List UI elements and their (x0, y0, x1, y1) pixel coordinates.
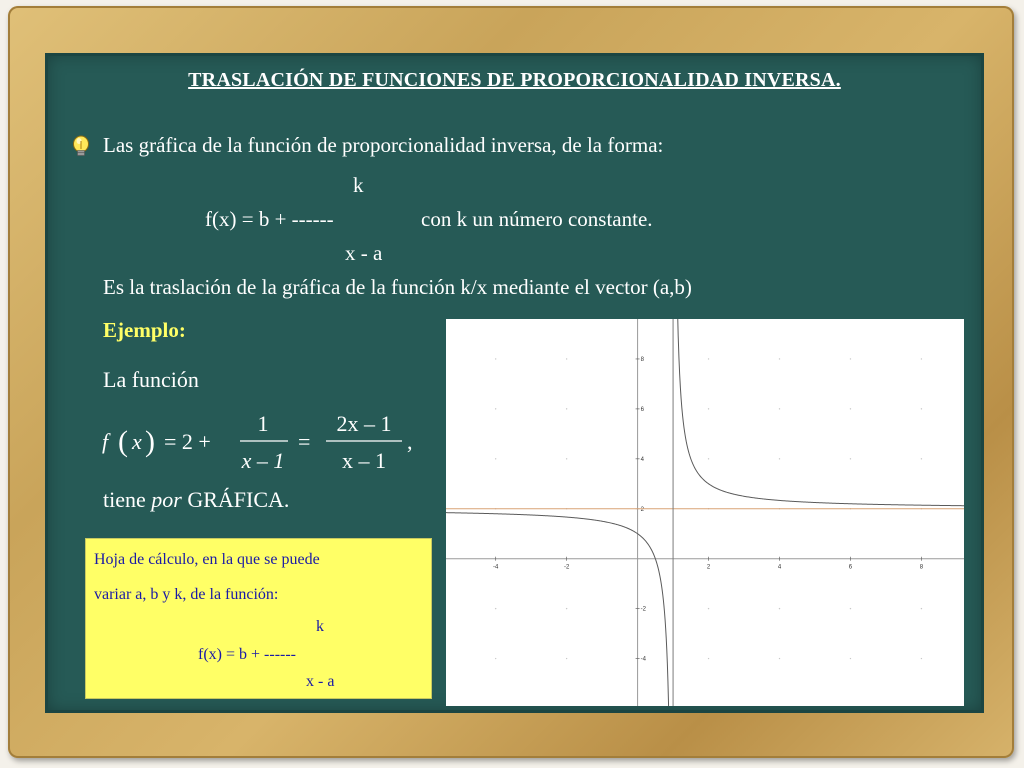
sheet-formula: f(x) = b + ------ (198, 646, 296, 663)
formula-x: x (132, 429, 142, 454)
grid-dot (921, 408, 922, 409)
tiene-word: tiene (103, 487, 146, 512)
grid-dot (566, 608, 567, 609)
grid-dot (708, 608, 709, 609)
grid-dot (708, 458, 709, 459)
tiene-por-grafica (103, 487, 289, 513)
formula-comma: , (407, 429, 413, 454)
example-heading: Ejemplo: (103, 318, 186, 342)
intro-denominator: x - a (345, 241, 383, 265)
grid-dot (850, 358, 851, 359)
por-word: por (151, 487, 182, 512)
curve-right-branch (677, 319, 964, 506)
x-tick-label: 6 (848, 564, 853, 571)
grid-dot (708, 658, 709, 659)
y-tick-label: 6 (640, 406, 644, 413)
graph-canvas (446, 319, 964, 706)
grid-dot (708, 408, 709, 409)
spreadsheet-link-box[interactable] (85, 538, 432, 699)
sheet-denominator: x - a (306, 673, 335, 690)
lightbulb-icon (72, 135, 90, 159)
grid-dot (850, 408, 851, 409)
grid-dot (921, 608, 922, 609)
grid-dot (779, 658, 780, 659)
x-tick-label: 8 (919, 564, 924, 571)
formula-equals-2-plus: = 2 + (164, 429, 211, 454)
page-title: TRASLACIÓN DE FUNCIONES DE PROPORCIONALIDAD INVERSA. (188, 69, 841, 91)
intro-line-1: Las gráfica de la función de proporcionalidad inversa, de la forma: (103, 133, 664, 157)
grid-dot (495, 608, 496, 609)
y-tick-label: 4 (640, 456, 644, 463)
formula-equals: = (298, 429, 311, 454)
grid-dot (779, 358, 780, 359)
curve-left-branch (446, 513, 669, 706)
chalkboard (45, 53, 984, 713)
grid-dot (708, 358, 709, 359)
grid-dot (921, 458, 922, 459)
grid-dot (779, 608, 780, 609)
grid-dot (850, 608, 851, 609)
la-funcion-label: La función (103, 367, 199, 392)
formula-frac1-num: 1 (257, 411, 269, 436)
grafica-word: GRÁFICA. (187, 487, 290, 512)
grid-dot (566, 458, 567, 459)
grid-dot (566, 358, 567, 359)
grid-dot (779, 408, 780, 409)
formula-f: f (102, 429, 109, 454)
y-tick-label: -2 (640, 606, 646, 613)
example-formula (100, 408, 430, 478)
grid-dot (779, 458, 780, 459)
grid-dot (495, 358, 496, 359)
intro-formula-note: con k un número constante. (421, 207, 653, 231)
intro-formula: f(x) = b + ------ (205, 207, 334, 231)
grid-dot (495, 658, 496, 659)
intro-line-2: Es la traslación de la gráfica de la función k/x mediante el vector (a,b) (103, 275, 692, 299)
formula-frac1-den: x – 1 (241, 448, 285, 473)
sheet-line-1: Hoja de cálculo, en la que se puede (94, 551, 320, 568)
function-graph (446, 319, 964, 706)
y-tick-label: -4 (640, 656, 646, 663)
y-tick-label: 2 (640, 506, 644, 513)
formula-frac2-num: 2x – 1 (336, 411, 392, 436)
grid-dot (495, 458, 496, 459)
x-tick-label: 4 (777, 564, 782, 571)
svg-text:(: ( (118, 425, 128, 458)
x-tick-label: 2 (706, 564, 711, 571)
grid-dot (921, 358, 922, 359)
sheet-numerator: k (316, 618, 324, 635)
grid-dot (850, 458, 851, 459)
svg-text:): ) (145, 425, 155, 458)
grid-dot (495, 408, 496, 409)
grid-dot (850, 658, 851, 659)
y-tick-label: 8 (640, 356, 644, 363)
intro-numerator: k (353, 173, 364, 197)
sheet-line-2: variar a, b y k, de la función: (94, 586, 279, 603)
x-tick-label: -2 (563, 564, 570, 571)
grid-dot (566, 658, 567, 659)
x-tick-label: -4 (492, 564, 499, 571)
formula-frac2-den: x – 1 (342, 448, 386, 473)
grid-dot (921, 658, 922, 659)
grid-dot (566, 408, 567, 409)
